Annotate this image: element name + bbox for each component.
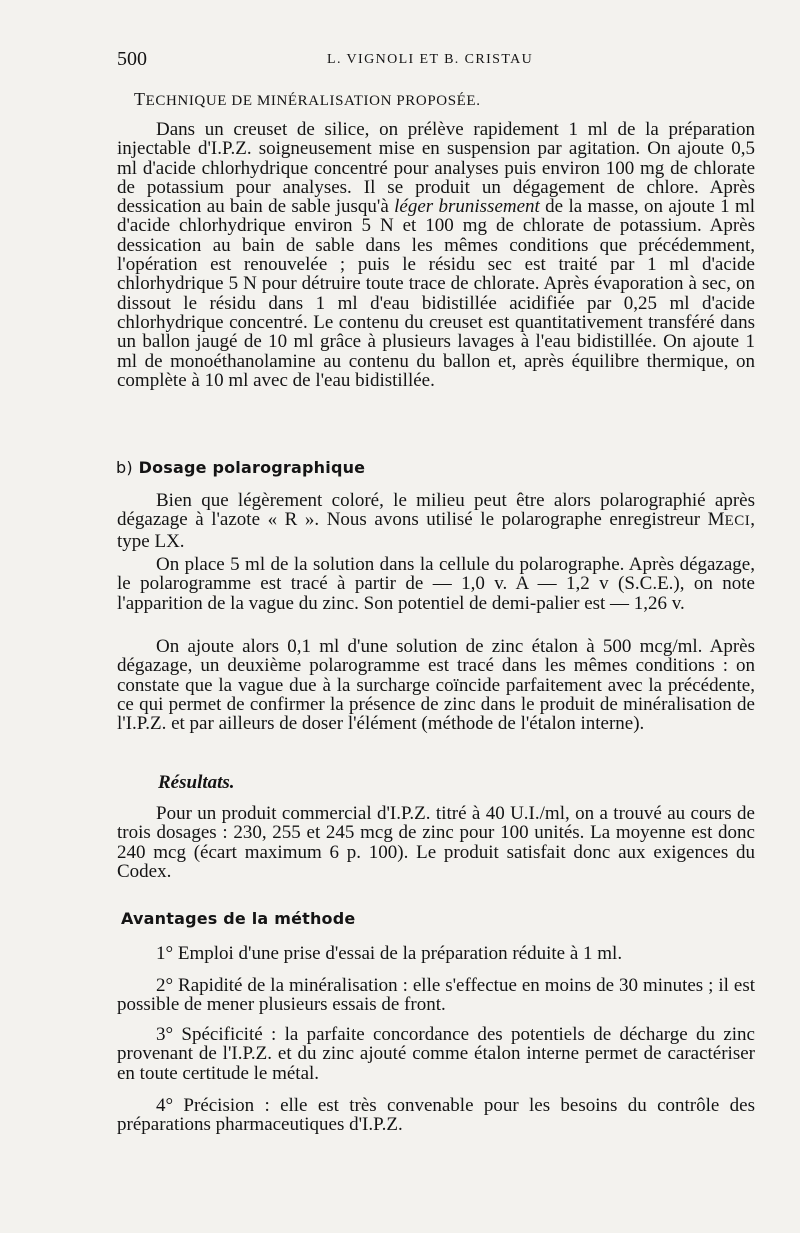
paragraph-text: Bien que légèrement coloré, le milieu peut être alors polarographié après dégazage à l'azote « R ». Nous avons utilisé le polarographe enregistreur xyxy=(117,490,755,531)
advantage-item: 4° Précision : elle est très convenable pour les besoins du contrôle des préparations pharmaceutiques d'I.P.Z. xyxy=(117,1095,755,1136)
paragraph-mineralisation xyxy=(117,120,755,390)
paragraph-text: de la masse, on ajoute 1 ml d'acide chlorhydrique environ 5 N et 100 mg de chlorate de potassium. Après dessication au bain de sable dans les mêmes conditions que précédemment, l'opération est renouvelée ; puis le résidu sec est traité par 1 ml d'acide chlorhydrique 5 N pour détruire toute trace de chlorate. Après évaporation à sec, on dissout le résidu dans 1 ml d'eau bidistillée acidifiée par 0,25 ml d'acide chlorhydrique concentré. Le contenu du creuset est quantitativement transféré dans un ballon jaugé de 10 ml grâce à plusieurs lavages à l'eau bidistillée. On ajoute 1 ml de monoéthanolamine au contenu du ballon et, après équilibre thermique, on complète à 10 ml avec de l'eau bidistillée. xyxy=(117,196,756,391)
section-heading-technique xyxy=(134,89,481,110)
page-number: 500 xyxy=(117,48,147,70)
paragraph-polarogramme: On place 5 ml de la solution dans la cellule du polarographe. Après dégazage, le polarogramme est tracé à partir de — 1,0 v. A — 1,2 v (S.C.E.), on note l'apparition de la vague du zinc. Son potentiel de demi-palier est — 1,26 v. xyxy=(117,554,755,614)
brand-name xyxy=(708,509,751,530)
brand-initial: M xyxy=(707,509,725,531)
running-title: L. VIGNOLI ET B. CRISTAU xyxy=(327,52,534,67)
advantage-item: 1° Emploi d'une prise d'essai de la préparation réduite à 1 ml. xyxy=(156,943,623,964)
section-heading-resultats: Résultats. xyxy=(158,772,235,793)
section-heading-avantages: Avantages de la méthode xyxy=(121,909,356,928)
paragraph-polarographie xyxy=(117,491,755,551)
heading-initial: T xyxy=(134,89,146,109)
advantage-item: 3° Spécificité : la parfaite concordance des potentiels de décharge du zinc provenant de l'I.P.Z. et du zinc ajouté comme étalon interne permet de caractériser en toute certitude le métal. xyxy=(117,1024,755,1084)
paragraph-text: Dans un creuset de silice, on prélève rapidement 1 ml de la préparation injectable d'I.P.Z. soigneusement mise en suspension par agitation. On ajoute 0,5 ml d'acide chlorhydrique concentré pour analyses puis environ 100 mg de chlorate de potassium pour analyses. Il se produit un dégagement de chlore. Après dessication au bain de sable jusqu'à xyxy=(117,119,755,218)
advantage-item: 2° Rapidité de la minéralisation : elle s'effectue en moins de 30 minutes ; il est possible de mener plusieurs essais de front. xyxy=(117,975,755,1016)
section-label: b) xyxy=(116,458,133,477)
heading-rest: ECHNIQUE DE MINÉRALISATION PROPOSÉE. xyxy=(145,93,481,109)
running-header xyxy=(117,48,757,74)
emphasis-text: léger brunissement xyxy=(394,196,540,218)
section-heading-dosage xyxy=(116,458,365,477)
section-title: Dosage polarographique xyxy=(138,458,366,477)
paragraph-etalon: On ajoute alors 0,1 ml d'une solution de zinc étalon à 500 mcg/ml. Après dégazage, un deuxième polarogramme est tracé dans les mêmes conditions : on constate que la vague due à la surcharge coïncide parfaitement avec la précédente, ce qui permet de confirmer la présence de zinc dans le produit de minéralisation de l'I.P.Z. et par ailleurs de doser l'élément (méthode de l'étalon interne). xyxy=(117,636,755,735)
brand-rest: ECI xyxy=(724,513,751,530)
paragraph-resultats: Pour un produit commercial d'I.P.Z. titré à 40 U.I./ml, on a trouvé au cours de trois dosages : 230, 255 et 245 mcg de zinc pour 100 unités. La moyenne est donc 240 mcg (écart maximum 6 p. 100). Le produit satisfait donc aux exigences du Codex. xyxy=(117,803,755,882)
paragraph-text: , type LX. xyxy=(117,509,755,552)
